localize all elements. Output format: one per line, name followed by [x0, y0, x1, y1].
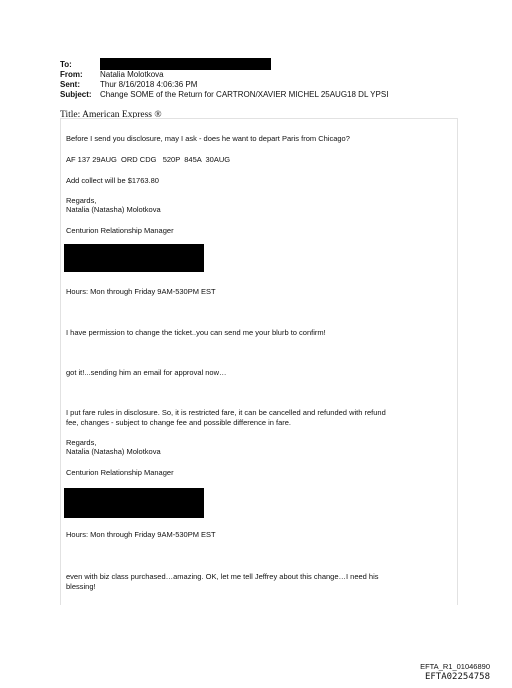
- from-label: From:: [60, 70, 83, 79]
- flight-info: AF 137 29AUG ORD CDG 520P 845A 30AUG: [66, 155, 231, 164]
- signer-1: Natalia (Natasha) Molotkova: [66, 205, 161, 214]
- redaction-signature-1: [64, 244, 204, 272]
- subject-label: Subject:: [60, 90, 92, 99]
- regards-1: Regards,: [66, 196, 97, 205]
- to-label: To:: [60, 60, 72, 69]
- role-2: Centurion Relationship Manager: [66, 468, 174, 477]
- sent-label: Sent:: [60, 80, 80, 89]
- body-paragraph-1: Before I send you disclosure, may I ask - does he want to depart Paris from Chicago?: [66, 134, 350, 143]
- document-title: Title: American Express ®: [60, 110, 162, 120]
- body-paragraph-4: I have permission to change the ticket..you can send me your blurb to confirm!: [66, 328, 326, 337]
- bates-id-1: EFTA_R1_01046890: [420, 662, 490, 671]
- from-value: Natalia Molotkova: [100, 70, 164, 79]
- redaction-signature-2: [64, 488, 204, 518]
- body-paragraph-7b: blessing!: [66, 582, 96, 591]
- redaction-to: [100, 58, 271, 70]
- sent-value: Thur 8/16/2018 4:06:36 PM: [100, 80, 198, 89]
- bates-id-2: EFTA02254758: [424, 672, 490, 682]
- hours-2: Hours: Mon through Friday 9AM-530PM EST: [66, 530, 216, 539]
- body-paragraph-5: got it!...sending him an email for approval now…: [66, 368, 227, 377]
- regards-2: Regards,: [66, 438, 97, 447]
- signer-2: Natalia (Natasha) Molotkova: [66, 447, 161, 456]
- hours-1: Hours: Mon through Friday 9AM-530PM EST: [66, 287, 216, 296]
- body-paragraph-7a: even with biz class purchased…amazing. OK, let me tell Jeffrey about this change…I need his: [66, 572, 379, 581]
- role-1: Centurion Relationship Manager: [66, 226, 174, 235]
- body-paragraph-6a: I put fare rules in disclosure. So, it is restricted fare, it can be cancelled and refunded with refund: [66, 408, 386, 417]
- subject-value: Change SOME of the Return for CARTRON/XAVIER MICHEL 25AUG18 DL YPSI: [100, 90, 389, 99]
- add-collect: Add collect will be $1763.80: [66, 176, 159, 185]
- body-paragraph-6b: fee, changes - subject to change fee and possible difference in fare.: [66, 418, 292, 427]
